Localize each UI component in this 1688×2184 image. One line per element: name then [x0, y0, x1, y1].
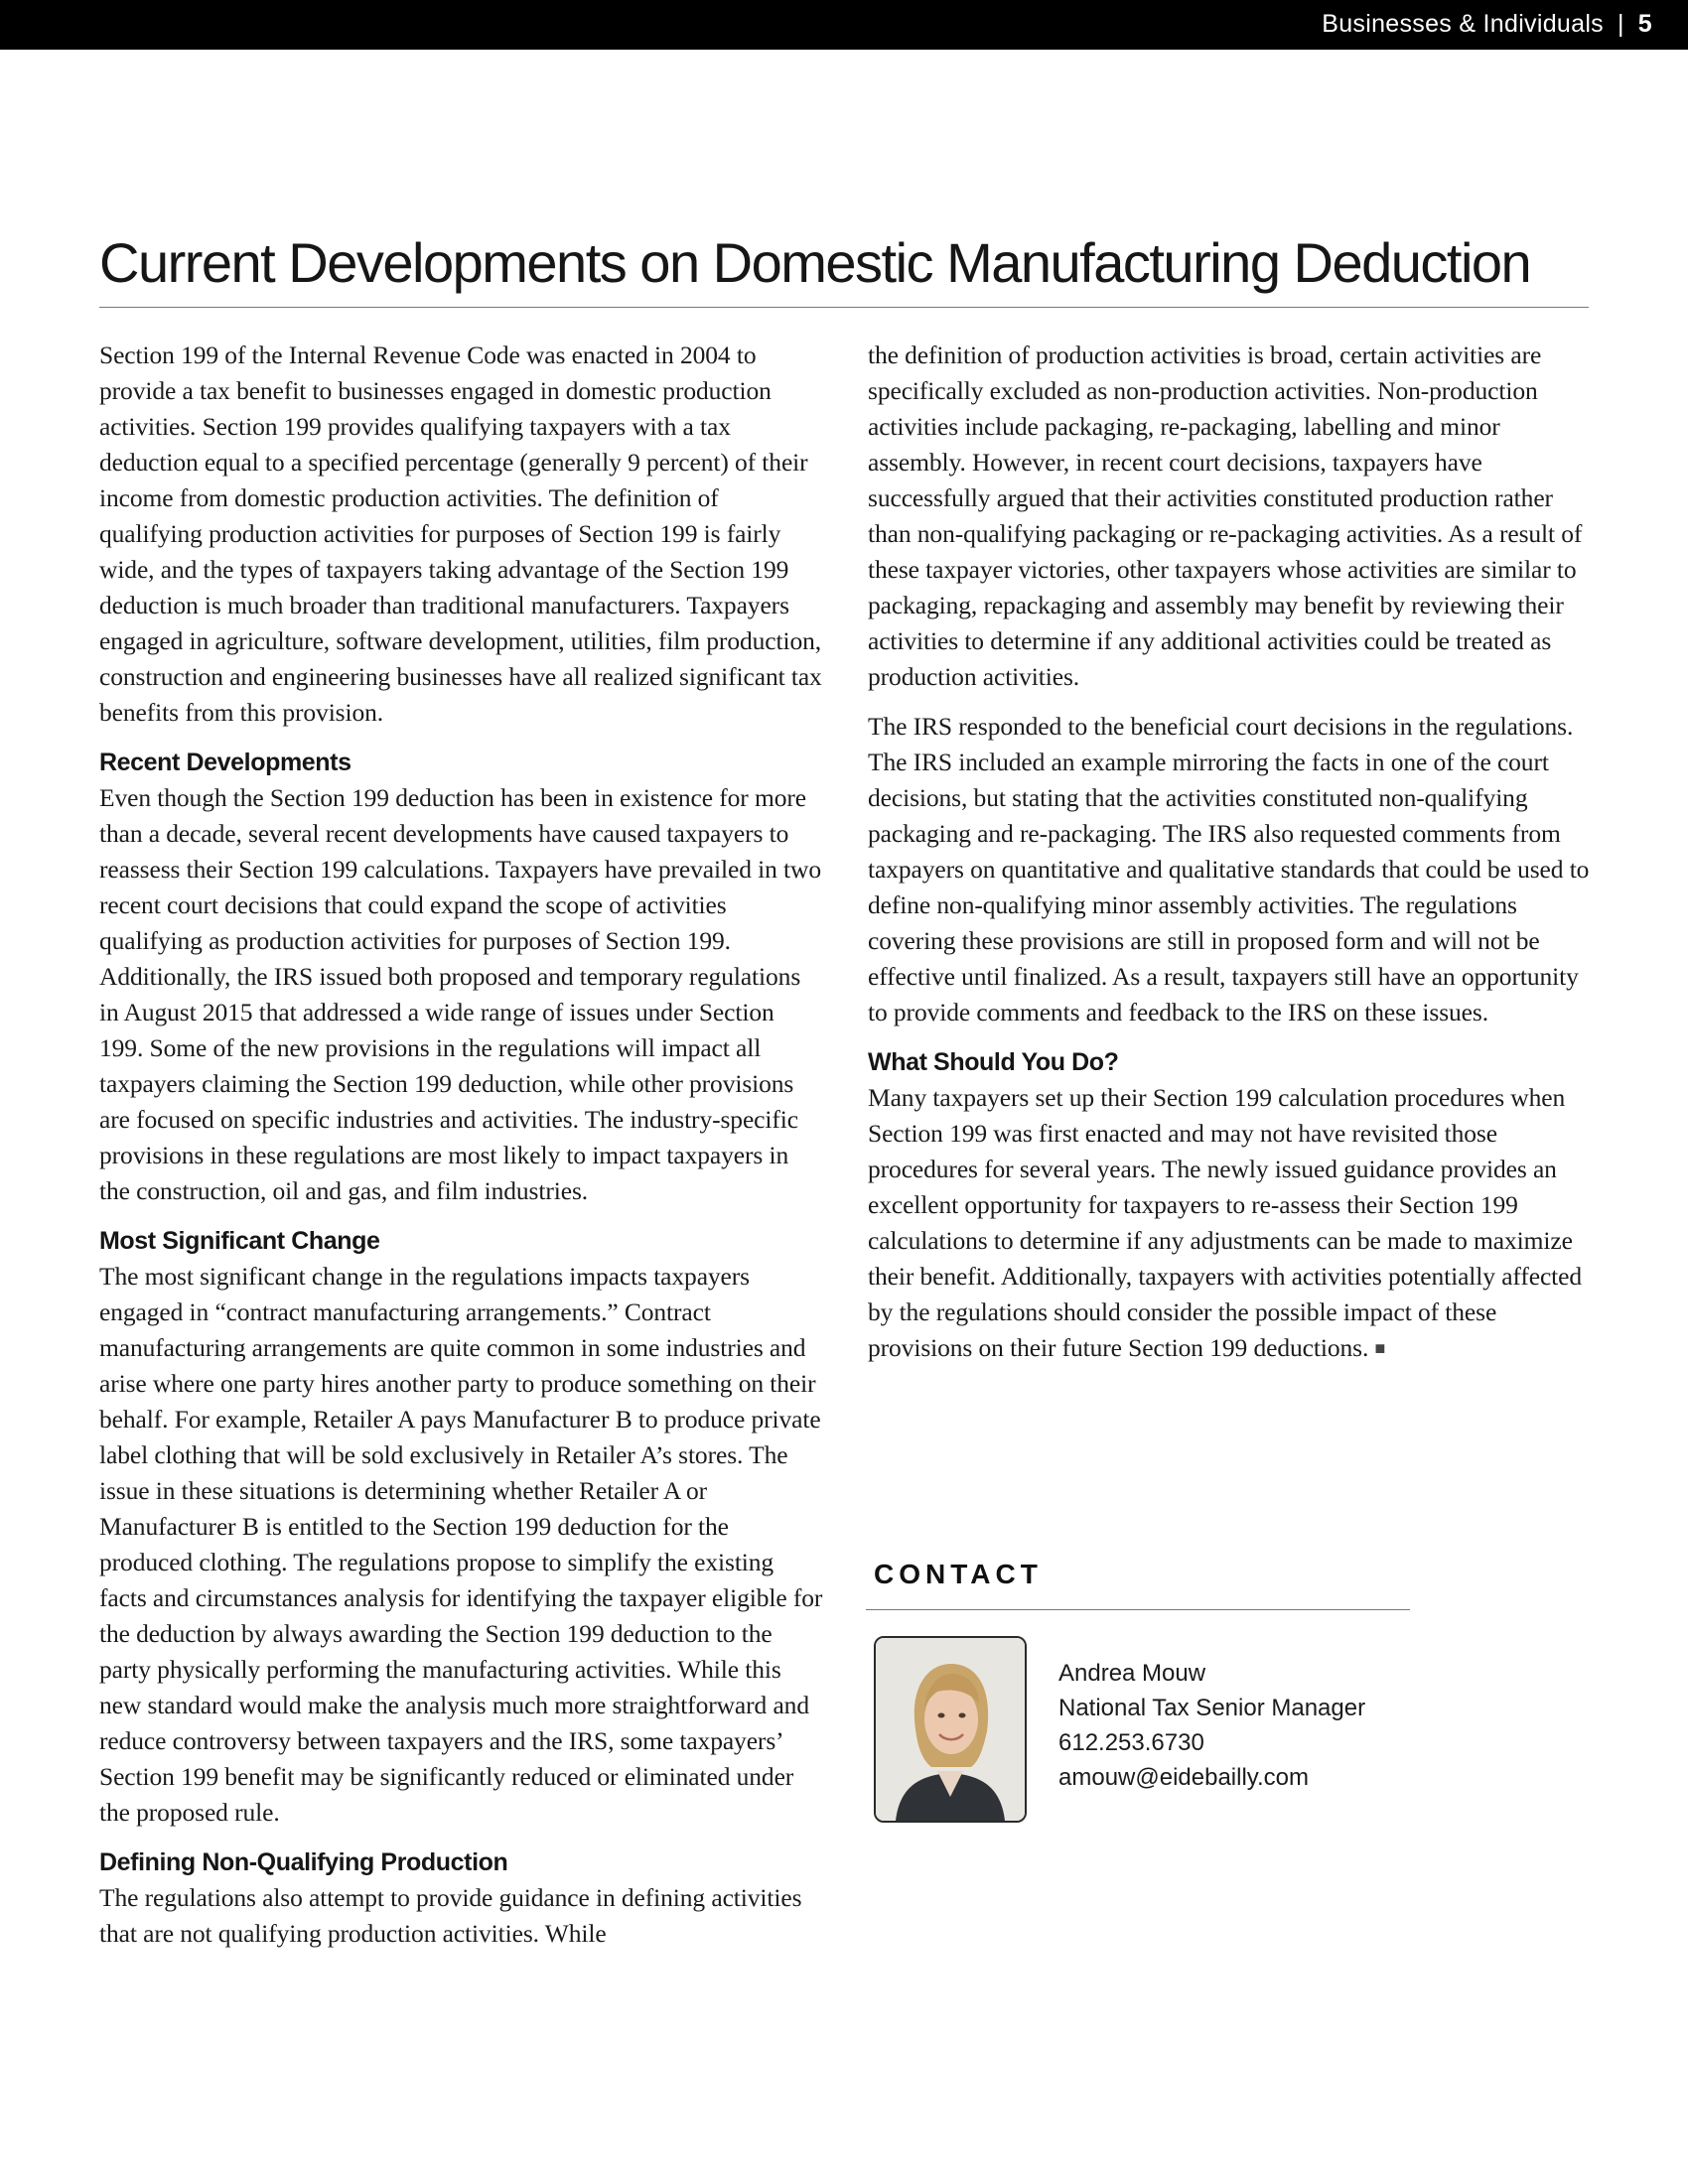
- recent-developments-paragraph: Even though the Section 199 deduction has been in existence for more than a decade, several recent developments have caused taxpayers to reassess their Section 199 calculations. Taxpayers have prevailed in two recent court decisions that could expand the scope of activities qualifying as production activities for purposes of Section 199. Additionally, the IRS issued both proposed and temporary regulations in August 2015 that addressed a wide range of issues under Section 199. Some of the new provisions in the regulations will impact all taxpayers claiming the Section 199 deduction, while other provisions are focused on specific industries and activities. The industry-specific provisions in these regulations are most likely to impact taxpayers in the construction, oil and gas, and film industries.: [99, 783, 821, 1205]
- contact-phone: 612.253.6730: [1058, 1729, 1204, 1756]
- end-mark-icon: ■: [1374, 1338, 1386, 1358]
- what-should-you-do-paragraph: [868, 1080, 1593, 1366]
- contact-heading: CONTACT: [874, 1559, 1043, 1589]
- contact-details: [1058, 1656, 1365, 1795]
- defining-non-qualifying-heading: Defining Non-Qualifying Production: [99, 1848, 508, 1876]
- contact-role: National Tax Senior Manager: [1058, 1695, 1366, 1721]
- left-column: [99, 338, 824, 1966]
- portrait-image: [876, 1638, 1025, 1821]
- what-should-you-do-heading: What Should You Do?: [868, 1048, 1119, 1076]
- header-bar: [0, 0, 1688, 50]
- contact-name: Andrea Mouw: [1058, 1660, 1206, 1687]
- defining-non-qualifying-paragraph-start: The regulations also attempt to provide guidance in defining activities that are not qualifying production activities. While: [99, 1883, 802, 1948]
- header-separator: |: [1617, 10, 1624, 38]
- title-divider: [99, 307, 1589, 308]
- contact-divider: [866, 1609, 1410, 1610]
- intro-paragraph: Section 199 of the Internal Revenue Code was enacted in 2004 to provide a tax benefit to businesses engaged in domestic production activities. Section 199 provides qualifying taxpayers with a tax deduction equal to a specified percentage (generally 9 percent) of their income from domestic production activities. The definition of qualifying production activities for purposes of Section 199 is fairly wide, and the types of taxpayers taking advantage of the Section 199 deduction is much broader than traditional manufacturers. Taxpayers engaged in agriculture, software development, utilities, film production, construction and engineering businesses have all realized significant tax benefits from this provision.: [99, 341, 822, 727]
- recent-developments-heading: Recent Developments: [99, 749, 352, 776]
- defining-non-qualifying-paragraph-continued: the definition of production activities is broad, certain activities are specifically excluded as non-production activities. Non-production activities include packaging, re-packaging, labelling and minor assembly. However, in recent court decisions, taxpayers have successfully argued that their activities constituted production rather than non-qualifying packaging or re-packaging activities. As a result of these taxpayer victories, other taxpayers whose activities are similar to packaging, repackaging and assembly may benefit by reviewing their activities to determine if any additional activities could be treated as production activities.: [868, 341, 1583, 691]
- right-column: [868, 338, 1593, 1380]
- most-significant-change-heading: Most Significant Change: [99, 1227, 380, 1255]
- section-name: Businesses & Individuals: [1322, 10, 1604, 38]
- what-should-you-do-text: Many taxpayers set up their Section 199 calculation procedures when Section 199 was first enacted and may not have revisited those procedures for several years. The newly issued guidance provides an excellent opportunity for taxpayers to re-assess their Section 199 calculations to determine if any adjustments can be made to maximize their benefit. Additionally, taxpayers with activities potentially affected by the regulations should consider the possible impact of these provisions on their future Section 199 deductions.: [868, 1083, 1583, 1362]
- contact-email[interactable]: amouw@eidebailly.com: [1058, 1764, 1310, 1791]
- page-number: 5: [1637, 10, 1652, 38]
- article-title: Current Developments on Domestic Manufacturing Deduction: [99, 231, 1531, 294]
- most-significant-change-paragraph: The most significant change in the regulations impacts taxpayers engaged in “contract manufacturing arrangements.” Contract manufacturing arrangements are quite common in some industries and arise where one party hires another party to produce something on their behalf. For example, Retailer A pays Manufacturer B to produce private label clothing that will be sold exclusively in Retailer A’s stores. The issue in these situations is determining whether Retailer A or Manufacturer B is entitled to the Section 199 deduction for the produced clothing. The regulations propose to simplify the existing facts and circumstances analysis for identifying the taxpayer eligible for the deduction by always awarding the Section 199 deduction to the party physically performing the manufacturing activities. While this new standard would make the analysis much more straightforward and reduce controversy between taxpayers and the IRS, some taxpayers’ Section 199 benefit may be significantly reduced or eliminated under the proposed rule.: [99, 1262, 823, 1827]
- contact-photo: [874, 1636, 1027, 1823]
- irs-response-paragraph: The IRS responded to the beneficial court decisions in the regulations. The IRS included an example mirroring the facts in one of the court decisions, but stating that the activities constituted non-qualifying packaging and re-packaging. The IRS also requested comments from taxpayers on quantitative and qualitative standards that could be used to define non-qualifying minor assembly activities. The regulations covering these provisions are still in proposed form and will not be effective until finalized. As a result, taxpayers still have an opportunity to provide comments and feedback to the IRS on these issues.: [868, 712, 1590, 1026]
- running-header: [1322, 10, 1652, 39]
